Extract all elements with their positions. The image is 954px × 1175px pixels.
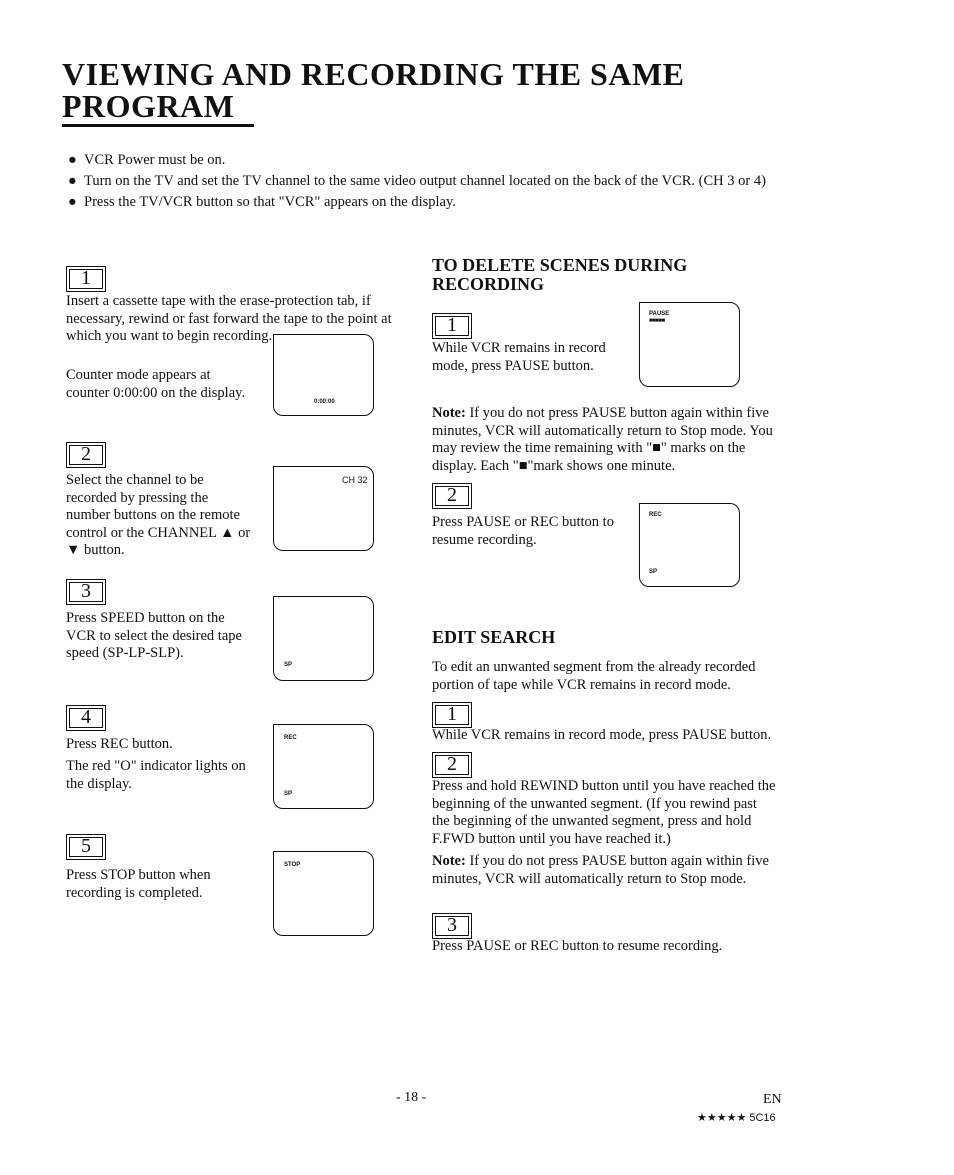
step-3-text: Press SPEED button on the VCR to select the desired tape speed (SP-LP-SLP).: [66, 610, 242, 661]
page-number: - 18 -: [396, 1090, 427, 1105]
list-item: ● VCR Power must be on.: [68, 152, 226, 168]
edit-step-number-2: 2: [432, 752, 472, 778]
step-1-text: Insert a cassette tape with the erase-protection tab, if necessary, rewind or fast forward the tape to the point at which you want to begin recording.: [66, 293, 392, 344]
title-underline: [62, 124, 254, 127]
list-item: ● Turn on the TV and set the TV channel to the same video output channel located on the back of the VCR. (CH 3 or 4): [68, 173, 766, 189]
step-5-text: Press STOP button when recording is completed.: [66, 867, 211, 901]
delete-note: Note: If you do not press PAUSE button again within five minutes, VCR will automatically return to Stop mode. You may review the time remaining with "■" marks on the display. Each "■"mark shows one minute.: [432, 405, 773, 474]
vcr-display-speed: SP: [273, 596, 374, 681]
page-title: [62, 58, 685, 122]
step-2-text: Select the channel to be recorded by pressing the number buttons on the remote control or the CHANNEL ▲ or ▼ button.: [66, 472, 251, 558]
bullet-icon: ●: [68, 152, 77, 168]
edit-step-number-1: 1: [432, 702, 472, 728]
edit-step-1-text: While VCR remains in record mode, press PAUSE button.: [432, 727, 772, 743]
title-line-2: PROGRAM: [62, 88, 235, 124]
edit-search-heading: EDIT SEARCH: [432, 627, 556, 647]
delete-step-2-text: Press PAUSE or REC button to resume recording.: [432, 514, 614, 548]
step-4-text: Press REC button.: [66, 736, 173, 752]
vcr-display-pause: PAUSE ■■■■■: [639, 302, 740, 387]
prerequisite-list: [68, 152, 788, 215]
list-item: ● Press the TV/VCR button so that "VCR" appears on the display.: [68, 194, 456, 210]
model-code: ★★★★★ 5C16: [697, 1112, 776, 1124]
vcr-display-stop: STOP: [273, 851, 374, 936]
step-1-note: Counter mode appears at counter 0:00:00 on the display.: [66, 367, 246, 401]
vcr-display-channel: CH 32: [273, 466, 374, 551]
edit-search-intro: To edit an unwanted segment from the already recorded portion of tape while VCR remains in record mode.: [432, 659, 756, 693]
language-code: EN: [763, 1092, 782, 1107]
step-4-note: The red "O" indicator lights on the display.: [66, 758, 246, 792]
edit-note: Note: If you do not press PAUSE button again within five minutes, VCR will automatically return to Stop mode.: [432, 853, 769, 887]
title-line-1: VIEWING AND RECORDING THE SAME: [62, 56, 685, 92]
step-number-2: 2: [66, 442, 106, 468]
step-number-4: 4: [66, 705, 106, 731]
step-number-3: 3: [66, 579, 106, 605]
step-number-5: 5: [66, 834, 106, 860]
vcr-display-resume: REC SP: [639, 503, 740, 587]
step-number-1: 1: [66, 266, 106, 292]
delete-step-number-1: 1: [432, 313, 472, 339]
edit-step-2-text: Press and hold REWIND button until you have reached the beginning of the unwanted segment. (If you rewind past the beginning of the unwanted segment, press and hold F.FWD button until you have reached it.): [432, 778, 776, 847]
edit-step-number-3: 3: [432, 913, 472, 939]
vcr-display-counter: 0:00:00: [273, 334, 374, 416]
vcr-display-recording: REC SP: [273, 724, 374, 809]
edit-step-3-text: Press PAUSE or REC button to resume recording.: [432, 938, 723, 954]
bullet-icon: ●: [68, 173, 77, 189]
delete-step-number-2: 2: [432, 483, 472, 509]
delete-step-1-text: While VCR remains in record mode, press PAUSE button.: [432, 340, 606, 374]
delete-scenes-heading: TO DELETE SCENES DURING RECORDING: [432, 255, 688, 294]
bullet-icon: ●: [68, 194, 77, 210]
